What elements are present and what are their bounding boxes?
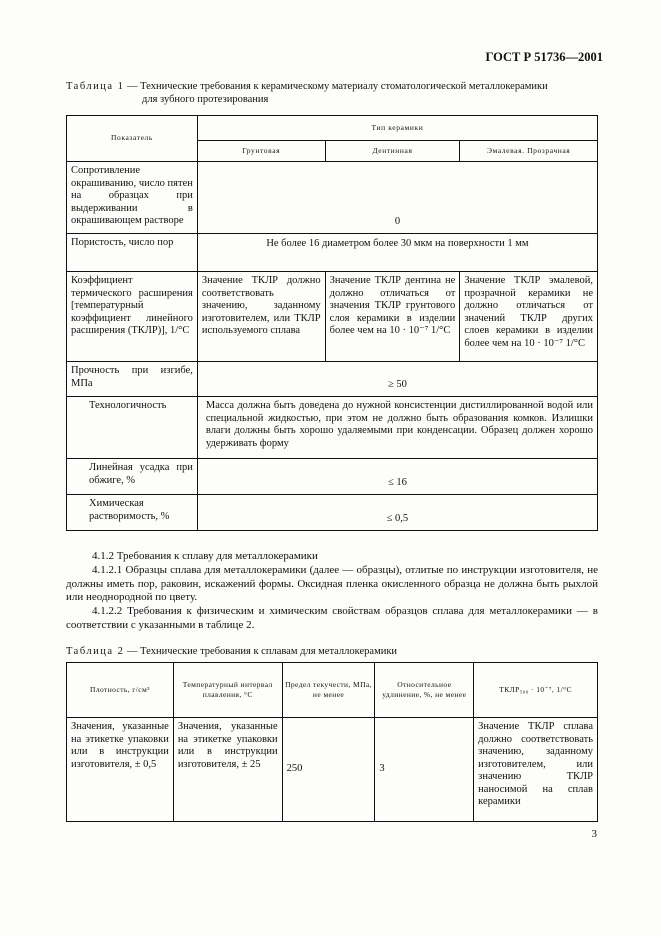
table1-property: Коэффициент термического расширения [температурный коэффициент линейного расширения (ТКЛР)], 1/°C [67, 272, 198, 362]
table1-value: 0 [197, 162, 597, 234]
table-row [67, 362, 598, 397]
table1-value: ≤ 16 [197, 459, 597, 495]
table-row [67, 162, 598, 234]
table-row [67, 459, 598, 495]
table1-value-enamel: Значение ТКЛР эмалевой, прозрачной керамики не должно отличаться от значений ТКЛР других слоев керамики в изделии более чем на 10 · 10⁻⁷ 1/°C [460, 272, 598, 362]
table1-header-enamel: Эмалевая. Прозрачная [460, 141, 598, 162]
table-row [67, 718, 598, 822]
table2-tklr: Значение ТКЛР сплава должно соответствовать значению, заданному изготовителем, или значению ТКЛР наносимой на сплав керамики [474, 718, 598, 822]
table2-header-tklr: ТКЛР₅₀₀ · 10⁻⁷, 1/°C [474, 663, 598, 718]
table1-value-dentin: Значение ТКЛР дентина не должно отличаться от значения ТКЛР грунтового слоя керамики в изделии более чем на 10 · 10⁻⁷ 1/°C [325, 272, 460, 362]
table1-property: Линейная усадка при обжиге, % [67, 459, 198, 495]
table1-header-property: Показатель [67, 116, 198, 162]
table1-header-primer: Грунтовая [197, 141, 325, 162]
table1-property: Пористость, число пор [67, 234, 198, 272]
table2-header-melting: Температурный интервал плавления, °C [173, 663, 282, 718]
table1-value: Масса должна быть доведена до нужной консистенции дистиллированной водой или специальной жидкостью, при этом не должно быть образования комков. Излишки влаги должны быть хорошо удаляемыми при конденсации. Образец должен хорошо удерживать форму [197, 397, 597, 459]
table-row [67, 234, 598, 272]
table2 [66, 662, 598, 822]
table-row [67, 272, 598, 362]
table2-caption [66, 645, 606, 658]
clause-4-1-2-1: 4.1.2.1 Образцы сплава для металлокерамики (далее — образцы), отлитые по инструкции изготовителя, не должны иметь пор, раковин, искажений формы. Оксидная пленка окисленного образца не должна быть рыхлой или неоднородной по цвету. [66, 563, 598, 604]
table1-value: Не более 16 диаметром более 30 мкм на поверхности 1 мм [197, 234, 597, 272]
table-row [67, 397, 598, 459]
table1-caption-label: Таблица 1 [66, 81, 125, 92]
page-number: 3 [591, 828, 597, 840]
table-row [67, 495, 598, 531]
table1-property: Химическая растворимость, % [67, 495, 198, 531]
body-text [66, 550, 598, 633]
table1-property: Сопротивление окрашиванию, число пятен на образцах при выдерживании в окрашивающем растворе [67, 162, 198, 234]
table1-header-ceramic-type: Тип керамики [197, 116, 597, 141]
table1 [66, 115, 598, 531]
table1-value-primer: Значение ТКЛР должно соответствовать значению, заданному изготовителем, или ТКЛР используемого сплава [197, 272, 325, 362]
table1-caption-text: — Технические требования к керамическому материалу стоматологической металлокерамики [124, 81, 548, 92]
table2-elongation: 3 [375, 718, 474, 822]
table2-melting: Значения, указанные на этикетке упаковки или в инструкции изготовителя, ± 25 [173, 718, 282, 822]
table2-caption-label: Таблица 2 [66, 646, 125, 657]
table2-density: Значения, указанные на этикетке упаковки или в инструкции изготовителя, ± 0,5 [67, 718, 174, 822]
table2-header-yield: Предел текучести, МПа, не менее [282, 663, 375, 718]
table2-header-density: Плотность, г/см³ [67, 663, 174, 718]
table2-header-elongation: Относительное удлинение, %, не менее [375, 663, 474, 718]
table1-caption [66, 80, 606, 106]
table1-value: ≥ 50 [197, 362, 597, 397]
table1-header-dentin: Дентинная [325, 141, 460, 162]
table1-property: Прочность при изгибе, МПа [67, 362, 198, 397]
clause-4-1-2-2: 4.1.2.2 Требования к физическим и химическим свойствам образцов сплава для металлокерамики — в соответствии с указанными в таблице 2. [66, 605, 598, 631]
standard-code: ГОСТ Р 51736—2001 [485, 50, 603, 64]
table1-property: Технологичность [67, 397, 198, 459]
table1-value: ≤ 0,5 [197, 495, 597, 531]
table2-caption-text: — Технические требования к сплавам для металлокерамики [124, 646, 398, 657]
clause-4-1-2: 4.1.2 Требования к сплаву для металлокерамики [92, 550, 318, 562]
table1-caption-text2: для зубного протезирования [142, 94, 269, 105]
table2-yield: 250 [282, 718, 375, 822]
